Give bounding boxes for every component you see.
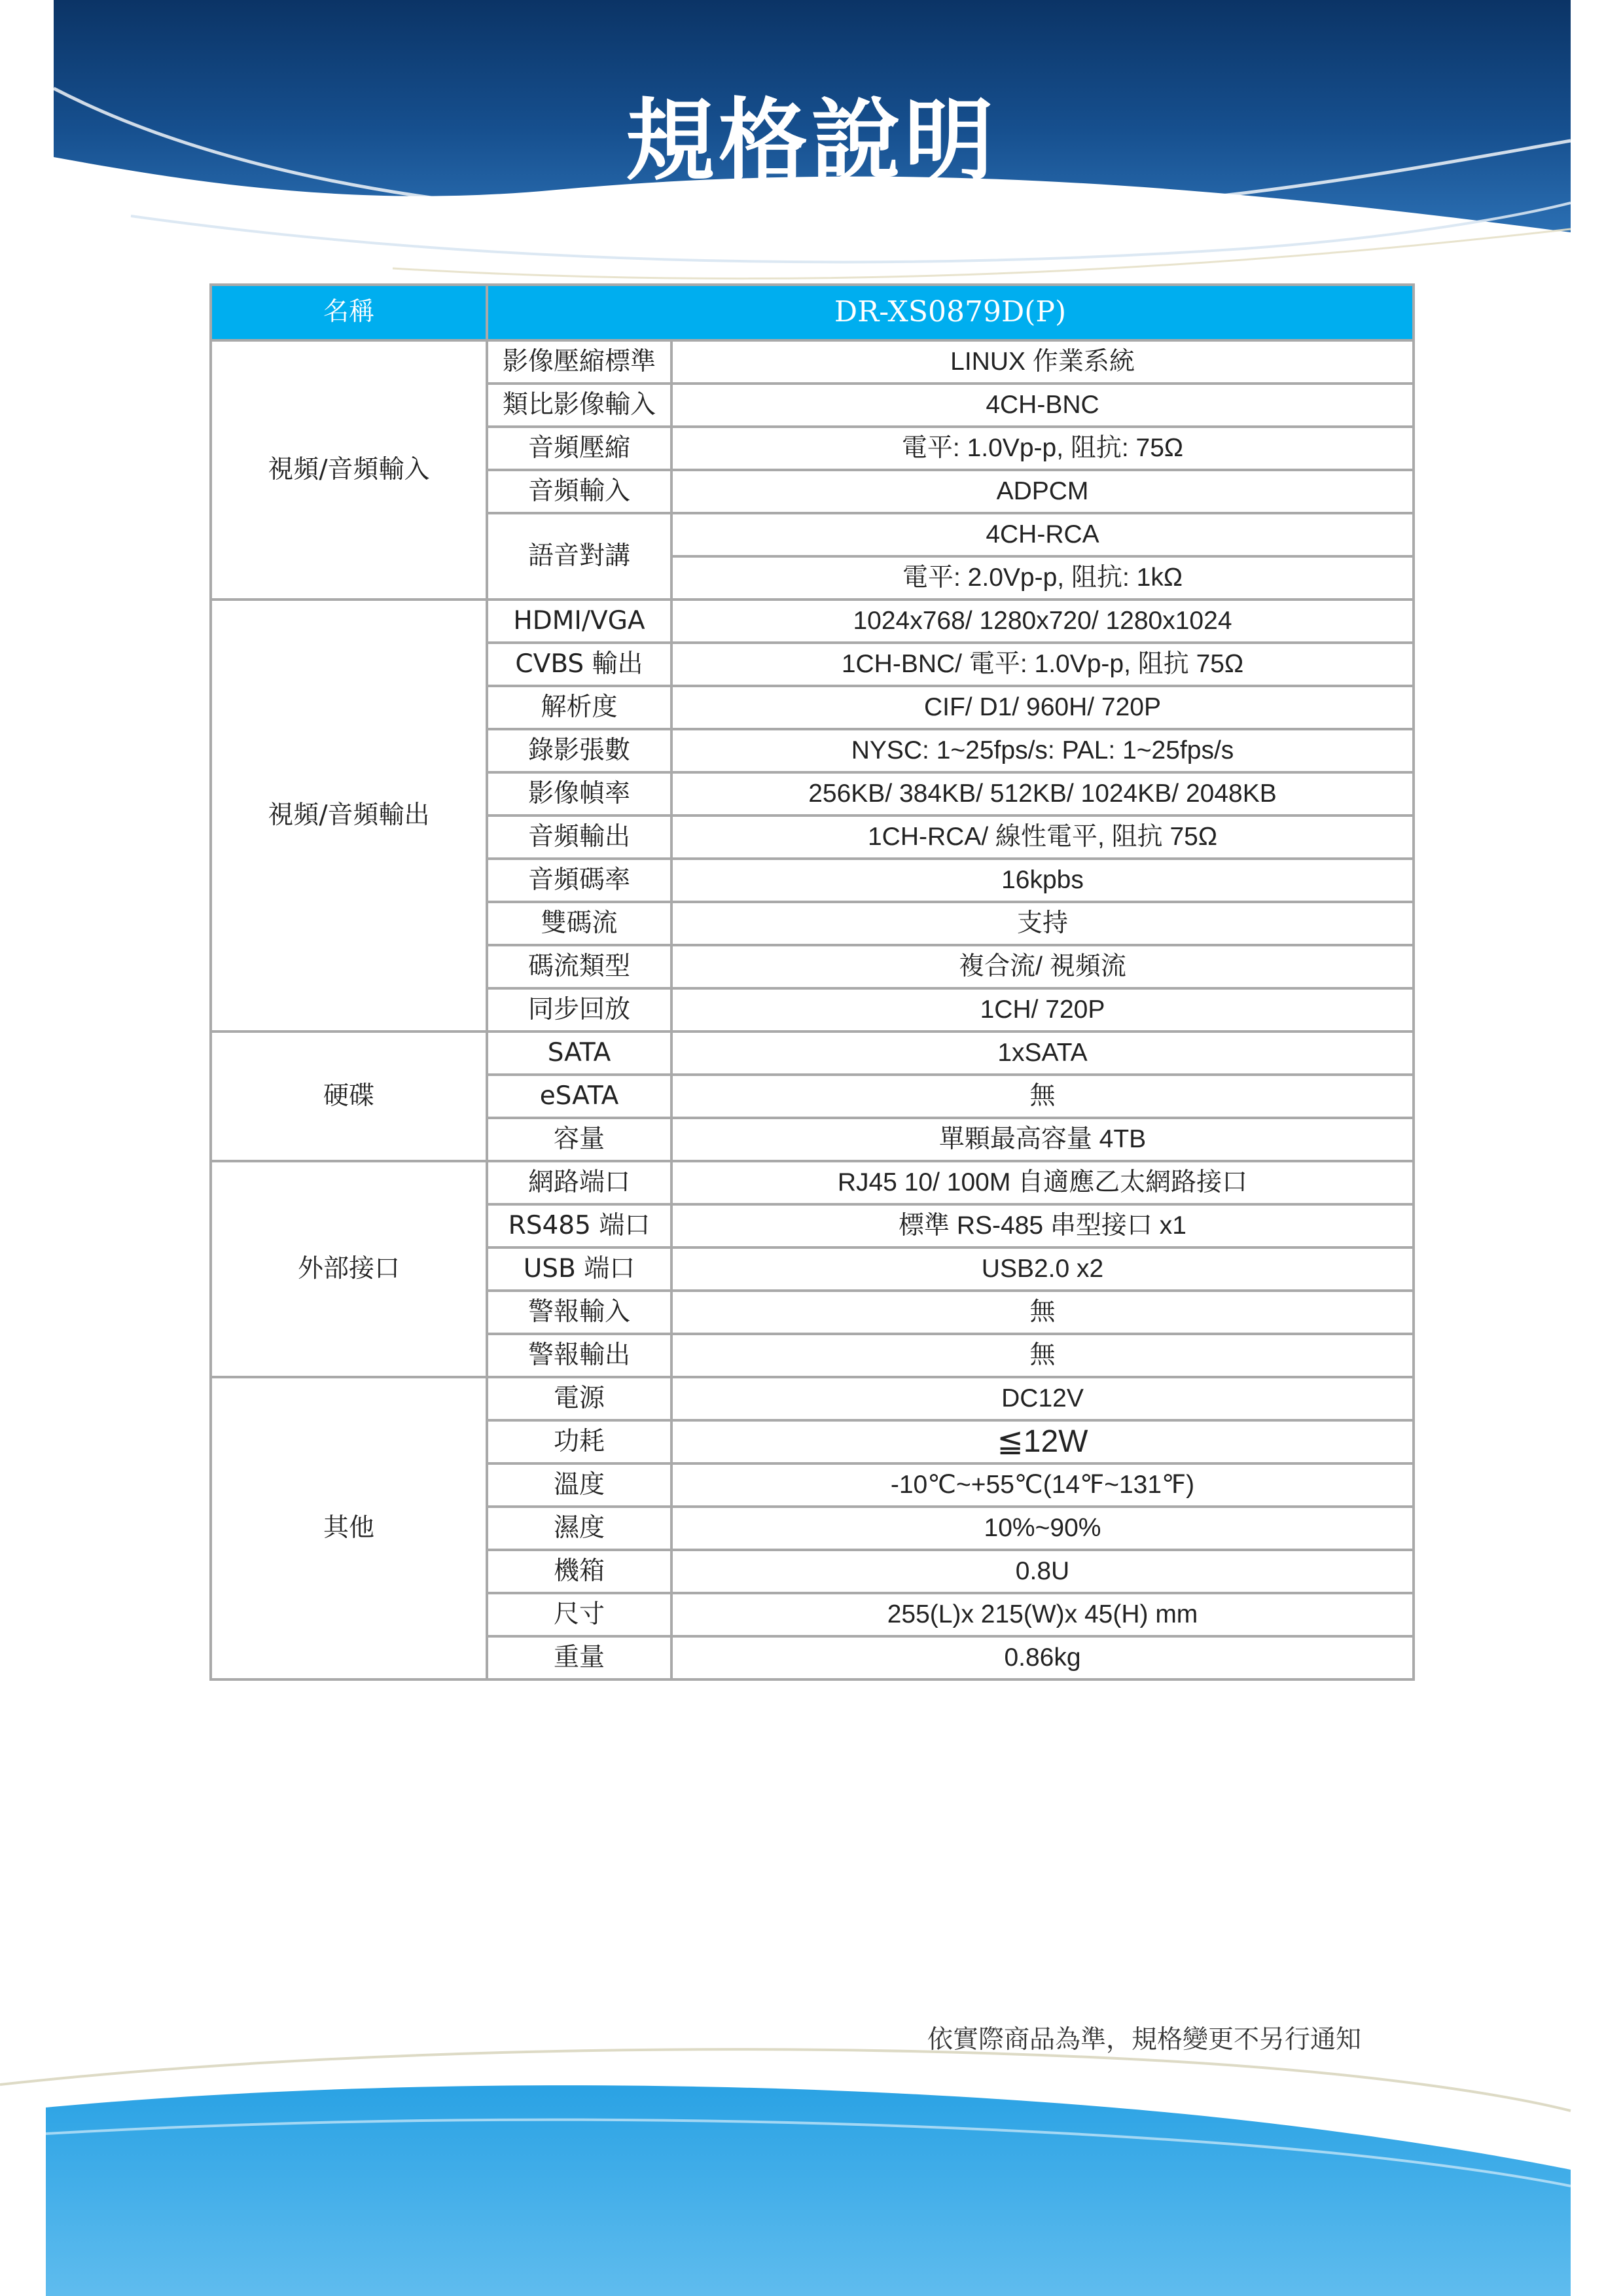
spec-value: RJ45 10/ 100M 自適應乙太網路接口 xyxy=(671,1161,1414,1204)
spec-label: 音頻壓縮 xyxy=(487,427,671,470)
spec-label: 類比影像輸入 xyxy=(487,384,671,427)
spec-value: 支持 xyxy=(671,902,1414,945)
spec-value: 4CH-RCA xyxy=(671,513,1414,556)
spec-value: 255(L)x 215(W)x 45(H) mm xyxy=(671,1593,1414,1636)
spec-label: 功耗 xyxy=(487,1420,671,1463)
table-row xyxy=(211,600,1414,643)
spec-label: RS485 端口 xyxy=(487,1204,671,1247)
spec-value: 16kpbs xyxy=(671,859,1414,902)
spec-value: 1CH-BNC/ 電平: 1.0Vp-p, 阻抗 75Ω xyxy=(671,643,1414,686)
spec-value: 無 xyxy=(671,1334,1414,1377)
spec-label: 機箱 xyxy=(487,1550,671,1593)
spec-label: 網路端口 xyxy=(487,1161,671,1204)
spec-value: 10%~90% xyxy=(671,1507,1414,1550)
spec-label: eSATA xyxy=(487,1075,671,1118)
spec-value: 電平: 2.0Vp-p, 阻抗: 1kΩ xyxy=(671,556,1414,600)
table-row xyxy=(211,1161,1414,1204)
spec-value: 標準 RS-485 串型接口 x1 xyxy=(671,1204,1414,1247)
spec-label: 影像壓縮標準 xyxy=(487,340,671,384)
spec-value: ADPCM xyxy=(671,470,1414,513)
spec-value: 1xSATA xyxy=(671,1031,1414,1075)
table-row xyxy=(211,1377,1414,1420)
spec-label: 尺寸 xyxy=(487,1593,671,1636)
spec-value: NYSC: 1~25fps/s: PAL: 1~25fps/s xyxy=(671,729,1414,772)
model-name: DR-XS0879D(P) xyxy=(487,285,1414,340)
spec-value: LINUX 作業系統 xyxy=(671,340,1414,384)
spec-value: 4CH-BNC xyxy=(671,384,1414,427)
spec-label: 警報輸入 xyxy=(487,1291,671,1334)
spec-label: 濕度 xyxy=(487,1507,671,1550)
spec-value: 0.8U xyxy=(671,1550,1414,1593)
group-label: 外部接口 xyxy=(211,1161,487,1377)
spec-label: 語音對講 xyxy=(487,513,671,600)
spec-label: 警報輸出 xyxy=(487,1334,671,1377)
spec-label: 重量 xyxy=(487,1636,671,1679)
spec-label: 同步回放 xyxy=(487,988,671,1031)
spec-value: 複合流/ 視頻流 xyxy=(671,945,1414,988)
spec-value: 1024x768/ 1280x720/ 1280x1024 xyxy=(671,600,1414,643)
group-label: 視頻/音頻輸出 xyxy=(211,600,487,1031)
spec-label: HDMI/VGA xyxy=(487,600,671,643)
spec-value: DC12V xyxy=(671,1377,1414,1420)
spec-label: CVBS 輸出 xyxy=(487,643,671,686)
table-header-row xyxy=(211,285,1414,340)
spec-label: 雙碼流 xyxy=(487,902,671,945)
group-label: 硬碟 xyxy=(211,1031,487,1161)
spec-value: 無 xyxy=(671,1075,1414,1118)
spec-value: 1CH/ 720P xyxy=(671,988,1414,1031)
spec-label: 溫度 xyxy=(487,1463,671,1507)
spec-label: 音頻輸入 xyxy=(487,470,671,513)
spec-label: USB 端口 xyxy=(487,1247,671,1291)
footer-wave xyxy=(0,2036,1623,2296)
page-title: 規格說明 xyxy=(626,90,997,193)
spec-value: 電平: 1.0Vp-p, 阻抗: 75Ω xyxy=(671,427,1414,470)
group-label: 視頻/音頻輸入 xyxy=(211,340,487,600)
spec-label: 電源 xyxy=(487,1377,671,1420)
spec-label: 解析度 xyxy=(487,686,671,729)
spec-label: 容量 xyxy=(487,1118,671,1161)
spec-label: 錄影張數 xyxy=(487,729,671,772)
spec-table xyxy=(209,283,1415,1681)
spec-value: 0.86kg xyxy=(671,1636,1414,1679)
spec-value: 1CH-RCA/ 線性電平, 阻抗 75Ω xyxy=(671,816,1414,859)
spec-label: 音頻碼率 xyxy=(487,859,671,902)
spec-value: 256KB/ 384KB/ 512KB/ 1024KB/ 2048KB xyxy=(671,772,1414,816)
spec-value: -10℃~+55℃(14℉~131℉) xyxy=(671,1463,1414,1507)
spec-value: ≦12W xyxy=(671,1420,1414,1463)
spec-value: 單顆最高容量 4TB xyxy=(671,1118,1414,1161)
table-row xyxy=(211,340,1414,384)
spec-label: 音頻輸出 xyxy=(487,816,671,859)
spec-label: 影像幀率 xyxy=(487,772,671,816)
group-label: 其他 xyxy=(211,1377,487,1679)
spec-value: USB2.0 x2 xyxy=(671,1247,1414,1291)
spec-label: 碼流類型 xyxy=(487,945,671,988)
name-label: 名稱 xyxy=(211,285,487,340)
table-row xyxy=(211,1031,1414,1075)
spec-value: CIF/ D1/ 960H/ 720P xyxy=(671,686,1414,729)
spec-value: 無 xyxy=(671,1291,1414,1334)
spec-label: SATA xyxy=(487,1031,671,1075)
footer-note: 依實際商品為準，規格變更不另行通知 xyxy=(927,2025,1361,2054)
